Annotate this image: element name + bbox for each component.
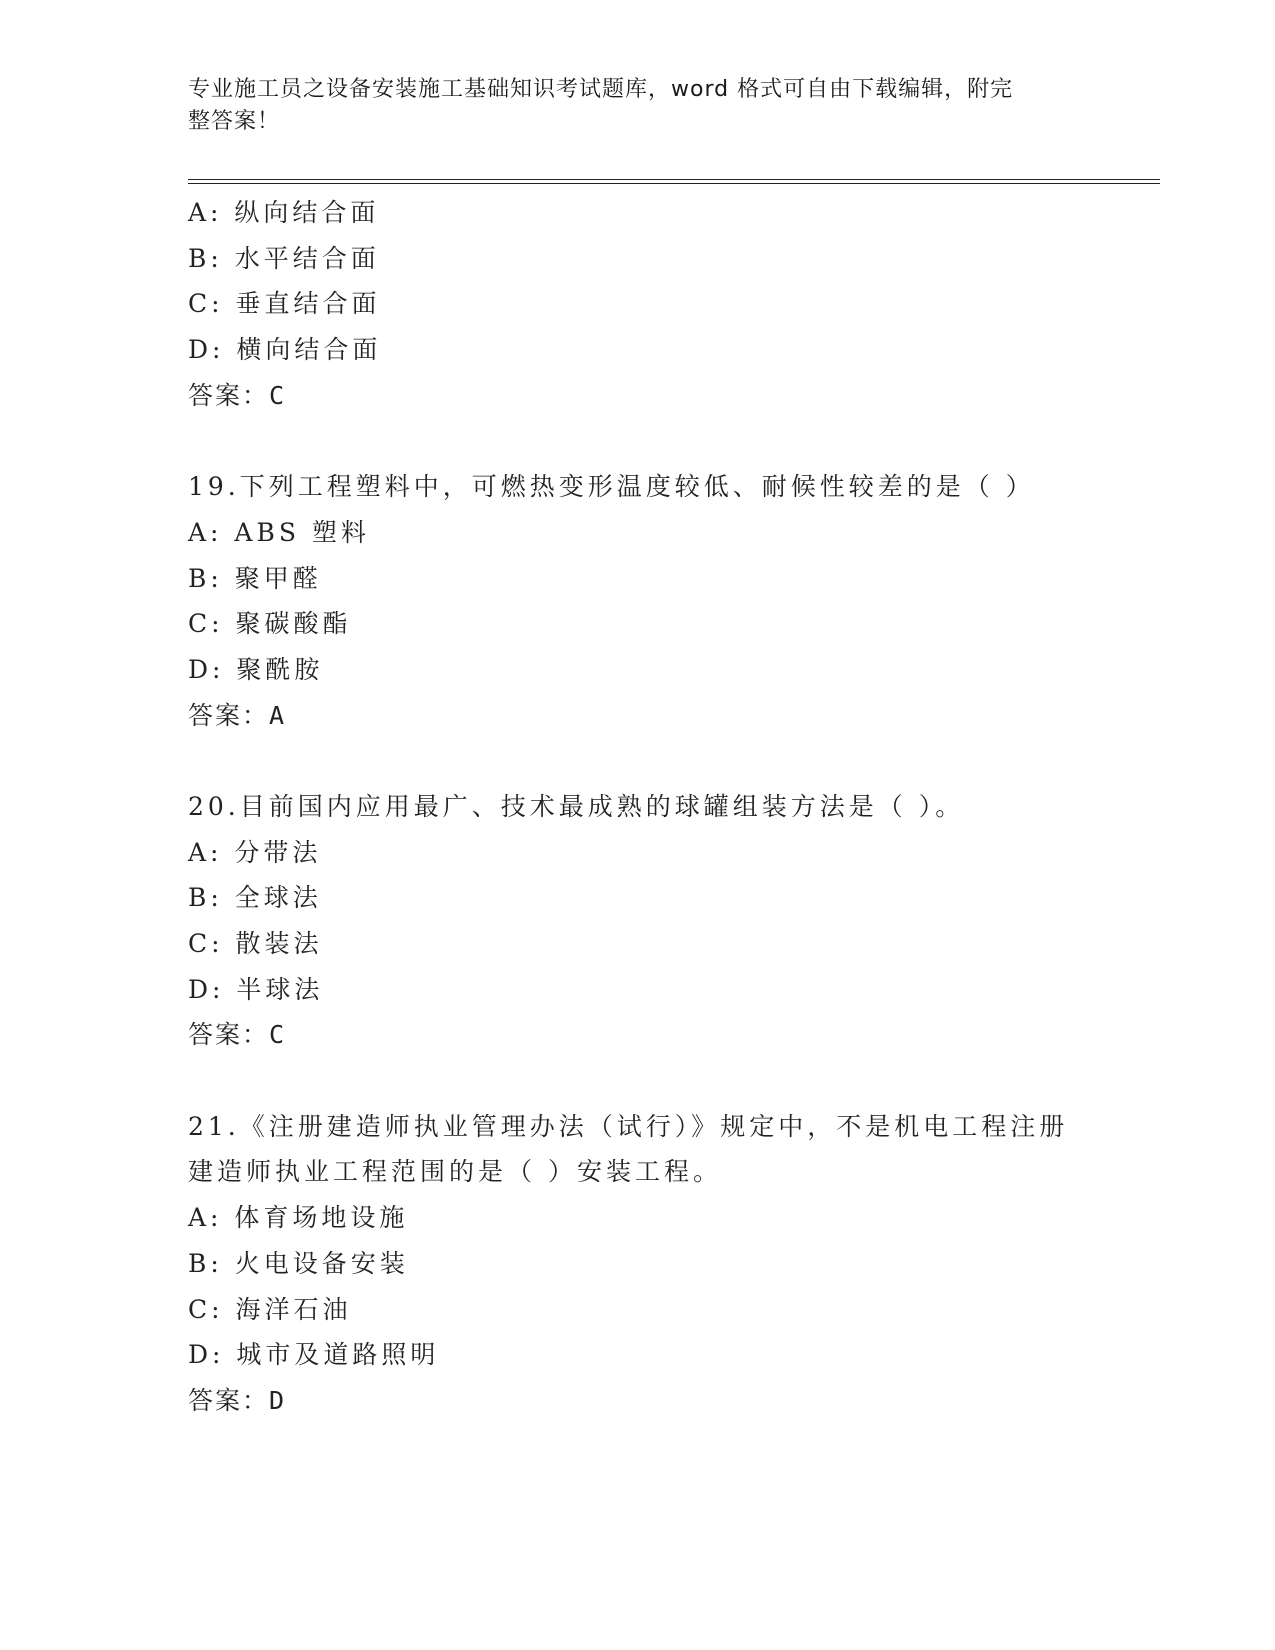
question-19 — [188, 464, 1148, 738]
answer-value: A — [269, 700, 285, 730]
question-18 — [188, 190, 1148, 418]
answer-value: D — [269, 1385, 285, 1415]
option-a: A: 分带法 — [188, 837, 322, 867]
option-c: C: 海洋石油 — [188, 1294, 352, 1324]
header-divider-bottom — [188, 183, 1160, 184]
question-spacer — [188, 1058, 1148, 1104]
option-b: B: 火电设备安装 — [188, 1248, 409, 1278]
answer-line — [188, 373, 1148, 419]
answer-line — [188, 693, 1148, 739]
answer-line — [188, 1378, 1148, 1424]
answer-value: C — [269, 1020, 285, 1050]
answer-label: 答案： — [188, 700, 270, 730]
option-b: B: 全球法 — [188, 883, 322, 913]
answer-label: 答案： — [188, 1020, 270, 1050]
question-list — [188, 190, 1148, 1424]
answer-label: 答案： — [188, 1385, 270, 1415]
option-c: C: 散装法 — [188, 929, 323, 958]
question-21 — [188, 1104, 1148, 1424]
question-spacer — [188, 418, 1148, 464]
answer-line — [188, 1012, 1148, 1058]
header-title-line-2: 整答案！ — [188, 109, 281, 134]
option-a: A: 体育场地设施 — [188, 1203, 409, 1233]
option-d: D: 城市及道路照明 — [188, 1340, 440, 1370]
option-b: B: 聚甲醛 — [188, 563, 322, 593]
header-title-line-1: 专业施工员之设备安装施工基础知识考试题库，word 格式可自由下载编辑，附完 — [188, 77, 1014, 102]
option-a: A: ABS 塑料 — [188, 517, 370, 547]
question-stem: 20.目前国内应用最广、技术最成熟的球罐组装方法是（ ）。 — [188, 791, 965, 821]
question-stem: 19.下列工程塑料中，可燃热变形温度较低、耐候性较差的是（ ） — [188, 472, 1035, 502]
question-spacer — [188, 738, 1148, 784]
document-header — [188, 74, 1068, 138]
option-d: D: 聚酰胺 — [188, 654, 324, 684]
option-d: D: 横向结合面 — [188, 335, 382, 365]
option-c: C: 垂直结合面 — [188, 289, 381, 319]
option-a: A: 纵向结合面 — [188, 198, 380, 227]
question-stem-line-2: 建造师执业工程范围的是（ ）安装工程。 — [188, 1157, 722, 1187]
question-20 — [188, 784, 1148, 1058]
option-d: D: 半球法 — [188, 974, 324, 1004]
answer-value: C — [269, 380, 285, 410]
answer-label: 答案： — [188, 380, 270, 410]
header-divider-top — [188, 179, 1160, 180]
question-stem-line-1: 21.《注册建造师执业管理办法（试行）》规定中，不是机电工程注册 — [188, 1111, 1069, 1141]
option-b: B: 水平结合面 — [188, 243, 380, 273]
option-c: C: 聚碳酸酯 — [188, 609, 352, 639]
